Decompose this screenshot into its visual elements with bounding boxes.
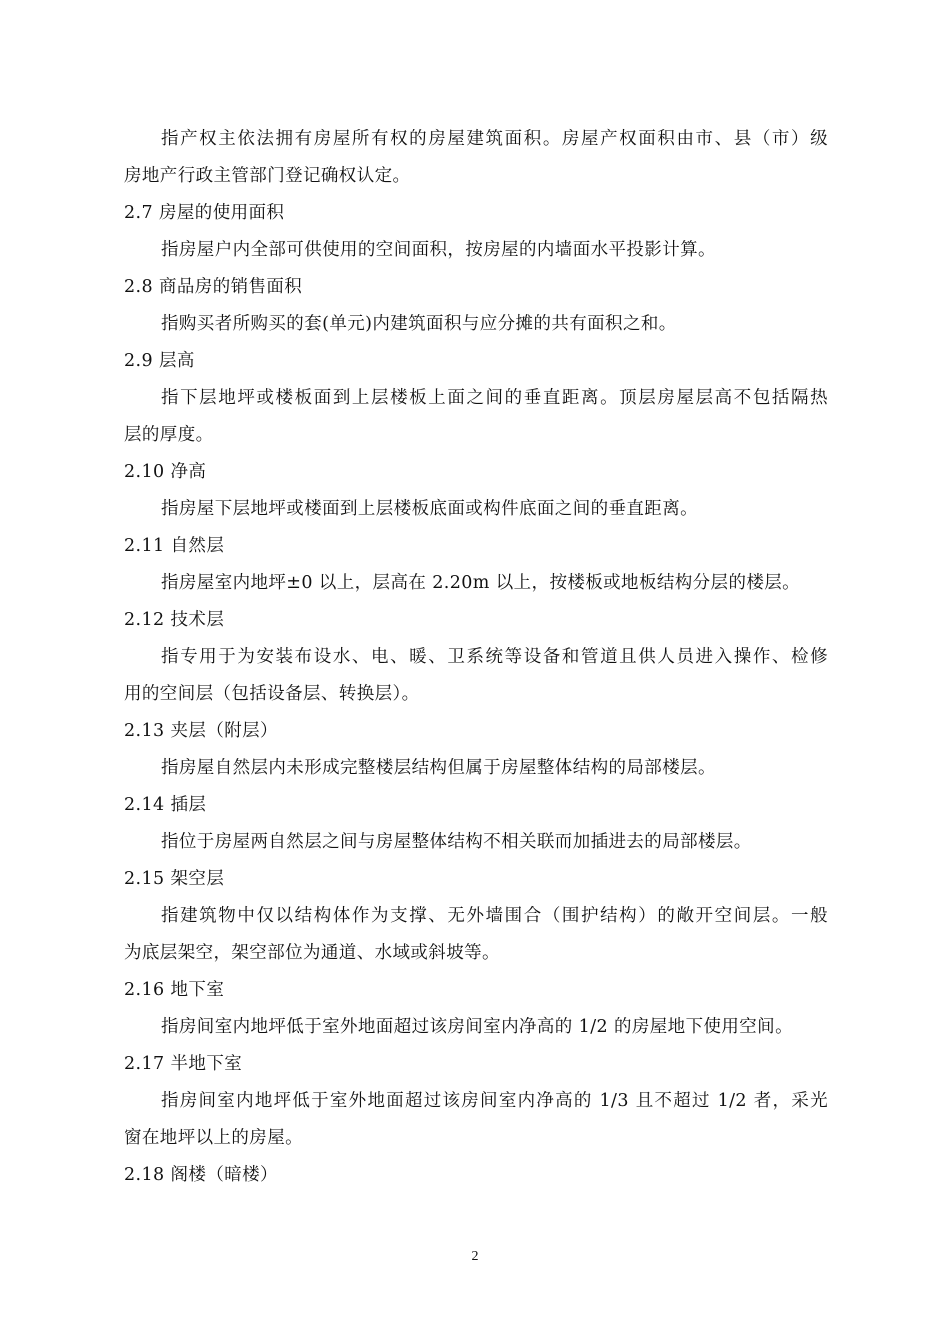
paragraph-line: 指产权主依法拥有房屋所有权的房屋建筑面积。房屋产权面积由市、县（市）级	[161, 129, 828, 149]
paragraph-line: 指房屋室内地坪±0 以上，层高在 2.20m 以上，按楼板或地板结构分层的楼层。	[161, 573, 801, 593]
paragraph-line: 房地产行政主管部门登记确权认定。	[124, 166, 411, 186]
paragraph	[124, 1009, 828, 1046]
paragraph	[124, 491, 828, 528]
section-heading: 2.9 层高	[124, 351, 195, 371]
paragraph-line: 指下层地坪或楼板面到上层楼板上面之间的垂直距离。顶层房屋层高不包括隔热	[161, 388, 828, 408]
paragraph-line: 层的厚度。	[124, 425, 214, 445]
paragraph	[124, 824, 828, 861]
paragraph	[124, 121, 828, 195]
paragraph-line: 指房屋自然层内未形成完整楼层结构但属于房屋整体结构的局部楼层。	[161, 758, 716, 778]
paragraph-line: 指房间室内地坪低于室外地面超过该房间室内净高的 1/3 且不超过 1/2 者，采光	[161, 1091, 828, 1111]
section-heading: 2.14 插层	[124, 795, 207, 815]
document-body	[124, 121, 828, 1194]
section-heading: 2.10 净高	[124, 462, 207, 482]
paragraph	[124, 380, 828, 454]
paragraph-line: 窗在地坪以上的房屋。	[124, 1128, 303, 1148]
paragraph-line: 为底层架空，架空部位为通道、水域或斜坡等。	[124, 943, 500, 963]
page-number: 2	[471, 1249, 479, 1264]
section-heading: 2.17 半地下室	[124, 1054, 243, 1074]
paragraph	[124, 898, 828, 972]
paragraph	[124, 565, 828, 602]
paragraph	[124, 1083, 828, 1157]
paragraph	[124, 750, 828, 787]
paragraph-line: 指房屋下层地坪或楼面到上层楼板底面或构件底面之间的垂直距离。	[161, 499, 698, 519]
section-heading: 2.11 自然层	[124, 536, 225, 556]
section-heading: 2.16 地下室	[124, 980, 225, 1000]
paragraph	[124, 639, 828, 713]
section-heading: 2.12 技术层	[124, 610, 225, 630]
paragraph-line: 用的空间层（包括设备层、转换层）。	[124, 684, 420, 704]
paragraph-line: 指房间室内地坪低于室外地面超过该房间室内净高的 1/2 的房屋地下使用空间。	[161, 1017, 793, 1037]
section-heading: 2.18 阁楼（暗楼）	[124, 1165, 278, 1185]
paragraph-line: 指房屋户内全部可供使用的空间面积，按房屋的内墙面水平投影计算。	[161, 240, 716, 260]
paragraph-line: 指购买者所购买的套(单元)内建筑面积与应分摊的共有面积之和。	[161, 314, 677, 334]
section-heading: 2.15 架空层	[124, 869, 225, 889]
paragraph-line: 指建筑物中仅以结构体作为支撑、无外墙围合（围护结构）的敞开空间层。一般	[161, 906, 828, 926]
paragraph-line: 指位于房屋两自然层之间与房屋整体结构不相关联而加插进去的局部楼层。	[161, 832, 752, 852]
section-heading: 2.13 夹层（附层）	[124, 721, 278, 741]
section-heading: 2.7 房屋的使用面积	[124, 203, 285, 223]
paragraph-line: 指专用于为安装布设水、电、暖、卫系统等设备和管道且供人员进入操作、检修	[161, 647, 828, 667]
section-heading: 2.8 商品房的销售面积	[124, 277, 303, 297]
paragraph	[124, 232, 828, 269]
paragraph	[124, 306, 828, 343]
